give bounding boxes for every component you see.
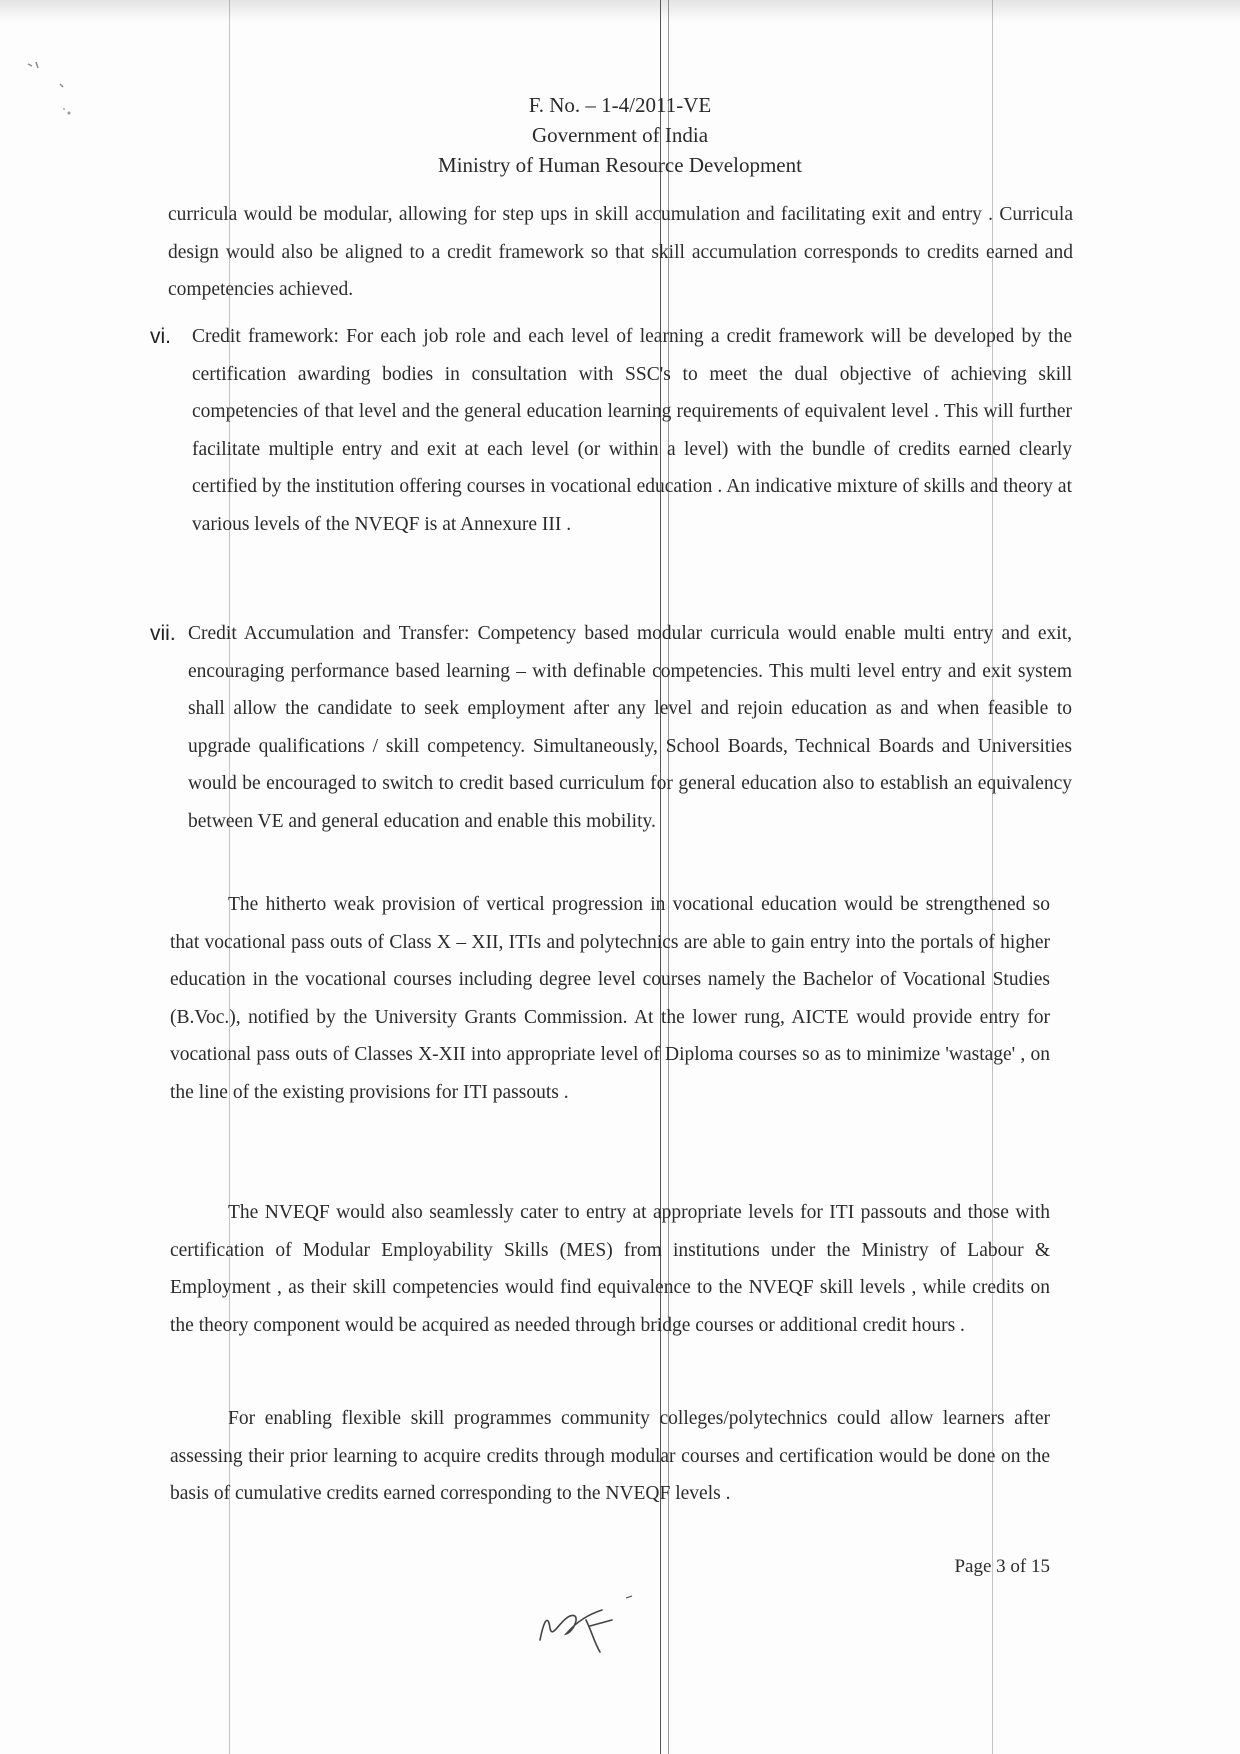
list-item-text: Credit Accumulation and Transfer: Competency based modular curricula would enable multi entry and exit, encouraging performance based learning – with definable competencies. This multi level entry and exit system shall allow the candidate to seek employment after any level and rejoin education as and when feasible to upgrade qualifications / skill competency. Simultaneously, School Boards, Technical Boards and Universities would be encouraged to switch to credit based curriculum for general education also to establish an equivalency between VE and general education and enable this mobility. [188, 623, 1072, 832]
continuation-paragraph: curricula would be modular, allowing for step ups in skill accumulation and facilitating exit and entry . Curricula design would also be aligned to a credit framework so that skill accumulation corresponds to credits earned and competencies achieved. [168, 204, 1073, 300]
ministry-line: Ministry of Human Resource Development [438, 153, 802, 177]
paragraph-vertical-progression: The hitherto weak provision of vertical progression in vocational education would be strengthened so that vocational pass outs of Class X – XII, ITIs and polytechnics are able to gain entry into the portals of higher education in the vocational courses including degree level courses namely the Bachelor of Vocational Studies (B.Voc.), notified by the University Grants Commission. At the lower rung, AICTE would provide entry for vocational pass outs of Classes X-XII into appropriate level of Diploma courses so as to minimize 'wastage' , on the line of the existing provisions for ITI passouts . [170, 894, 1050, 1103]
file-number: F. No. – 1-4/2011-VE [528, 93, 712, 117]
paragraph-flexible-skill: For enabling flexible skill programmes community colleges/polytechnics could allow learners after assessing their prior learning to acquire credits through modular courses and certification would be done on the basis of cumulative credits earned corresponding to the NVEQF levels . [170, 1408, 1050, 1504]
list-item-number: vi. [150, 325, 171, 348]
scan-top-edge [0, 0, 1240, 22]
page-number: Page 3 of 15 [954, 1556, 1050, 1577]
government-line: Government of India [531, 123, 709, 147]
list-item-number: vii. [150, 622, 176, 645]
paragraph-nveqf-iti: The NVEQF would also seamlessly cater to entry at appropriate levels for ITI passouts and those with certification of Modular Employability Skills (MES) from institutions under the Ministry of Labour & Employment , as their skill competencies would find equivalence to the NVEQF skill levels , while credits on the theory component would be acquired as needed through bridge courses or additional credit hours . [170, 1202, 1050, 1336]
handwritten-initials [530, 1580, 640, 1660]
list-item-text: Credit framework: For each job role and each level of learning a credit framework will be developed by the certification awarding bodies in consultation with SSC's to meet the dual objective of achieving skill competencies of that level and the general education learning requirements of equivalent level . This will further facilitate multiple entry and exit at each level (or within a level) with the bundle of credits earned clearly certified by the institution offering courses in vocational education . An indicative mixture of skills and theory at various levels of the NVEQF is at Annexure III . [192, 326, 1072, 535]
